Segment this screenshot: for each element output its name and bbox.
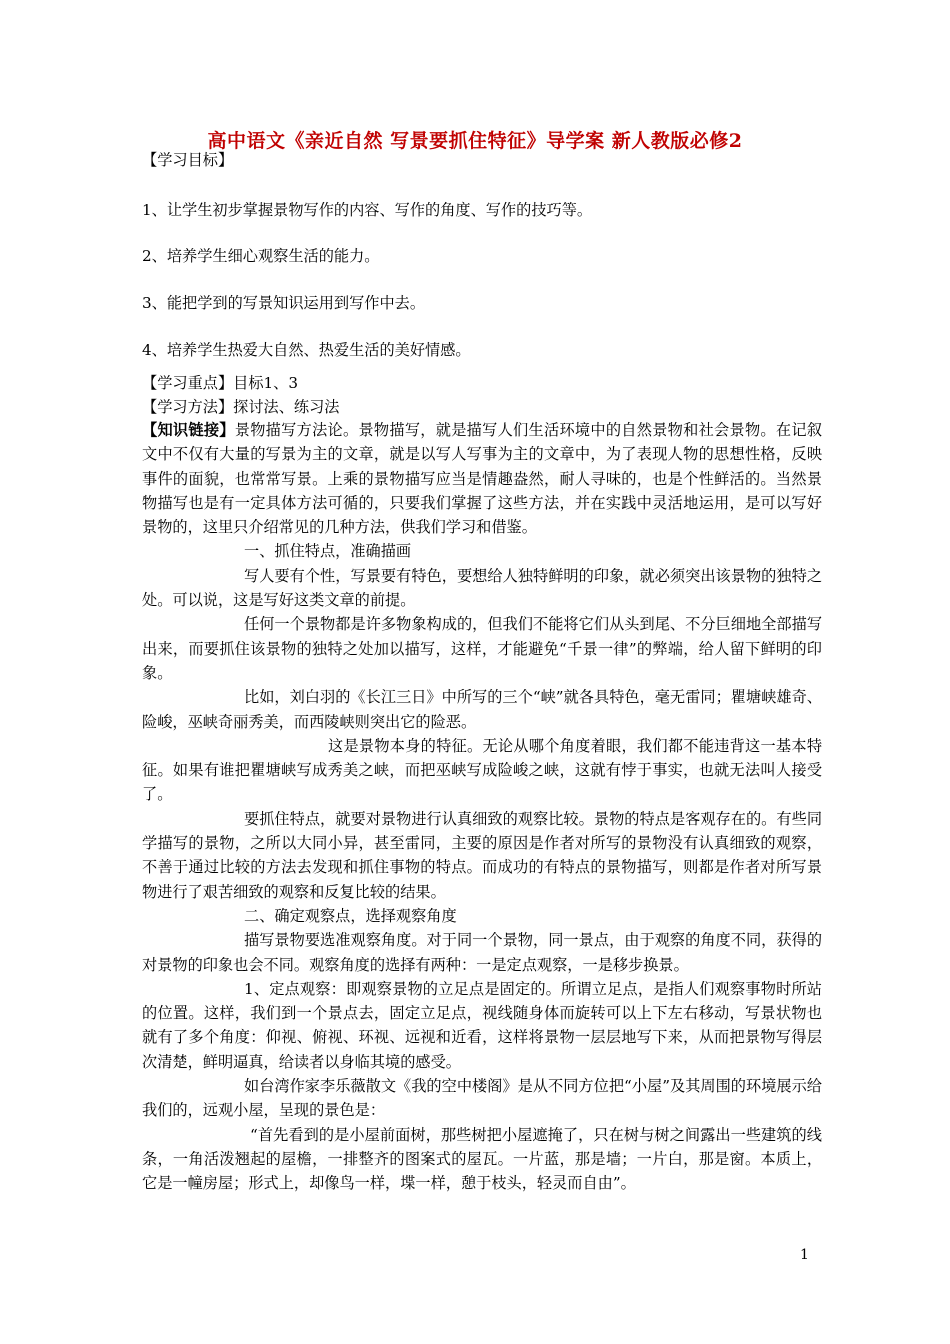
paragraph: 任何一个景物都是许多物象构成的，但我们不能将它们从头到尾、不分巨细地全部描写出来，而要抓住该景物的独特之处加以描写，这样，才能避免“千景一律”的弊端，给人留下鲜明的印象。	[142, 615, 822, 682]
study-method: 【学习方法】探讨法、练习法	[142, 398, 340, 416]
quote-paragraph: “首先看到的是小屋前面树，那些树把小屋遮掩了，只在树与树之间露出一些建筑的线条，一角活泼翘起的屋檐，一排整齐的图案式的屋瓦。一片蓝，那是墙；一片白，那是窗。本质上，它是一幢房屋；形式上，却像鸟一样，堞一样，憩于枝头，轻灵而自由”。	[142, 1125, 822, 1193]
paragraph: 比如，刘白羽的《长江三日》中所写的三个“峡”就各具特色，毫无雷同；瞿塘峡雄奇、险峻，巫峡奇丽秀美，而西陵峡则突出它的险恶。	[142, 688, 822, 731]
goal-item: 1、让学生初步掌握景物写作的内容、写作的角度、写作的技巧等。	[142, 201, 593, 219]
goal-item: 3、能把学到的写景知识运用到写作中去。	[142, 294, 426, 312]
paragraph: 1、定点观察：即观察景物的立足点是固定的。所谓立足点，是指人们观察事物时所站的位置。这样，我们到一个景点去，固定立足点，视线随身体而旋转可以上下左右移动，写景状物也就有了多个角度：仰视、俯视、环视、远视和近看，这样将景物一层层地写下来，从而把景物写得层次清楚，鲜明逼真，给读者以身临其境的感受。	[142, 979, 822, 1071]
document-title: 高中语文《亲近自然 写景要抓住特征》导学案 新人教版必修2	[207, 130, 743, 152]
goals-heading: 【学习目标】	[142, 151, 234, 169]
paragraph: 写人要有个性，写景要有特色，要想给人独特鲜明的印象，就必须突出该景物的独特之处。可以说，这是写好这类文章的前提。	[142, 566, 822, 610]
goal-item: 4、培养学生热爱大自然、热爱生活的美好情感。	[142, 341, 471, 359]
knowledge-link-body	[142, 418, 822, 1196]
paragraph: 描写景物要选准观察角度。对于同一个景物，同一景点，由于观察的角度不同，获得的对景物的印象也会不同。观察角度的选择有两种：一是定点观察，一是移步换景。	[142, 931, 822, 974]
page-number: 1	[800, 1247, 809, 1263]
paragraph: 如台湾作家李乐薇散文《我的空中楼阁》是从不同方位把“小屋”及其周围的环境展示给我们的，远观小屋，呈现的景色是：	[142, 1077, 822, 1120]
section-heading: 一、抓住特点，准确描画	[244, 542, 412, 561]
paragraph: 这是景物本身的特征。无论从哪个角度着眼，我们都不能违背这一基本特征。如果有谁把瞿塘峡写成秀美之峡，而把巫峡写成险峻之峡，这就有悖于事实，也就无法叫人接受了。	[142, 736, 822, 804]
section-heading: 二、确定观察点，选择观察角度	[244, 906, 457, 925]
knowledge-link-label: 【知识链接】	[142, 421, 235, 439]
paragraph: 要抓住特点，就要对景物进行认真细致的观察比较。景物的特点是客观存在的。有些同学描写的景物，之所以大同小异，甚至雷同，主要的原因是作者对所写的景物没有认真细致的观察，不善于通过比较的方法去发现和抓住事物的特点。而成功的有特点的景物描写，则都是作者对所写景物进行了艰苦细致的观察和反复比较的结果。	[142, 809, 822, 901]
knowledge-link-text: 景物描写方法论。景物描写，就是描写人们生活环境中的自然景物和社会景物。在记叙文中不仅有大量的写景为主的文章，就是以写人写事为主的文章中，为了表现人物的思想性格，反映事件的面貌，也常常写景。上乘的景物描写应当是情趣盎然，耐人寻味的，也是个性鲜活的。当然景物描写也是有一定具体方法可循的，只要我们掌握了这些方法，并在实践中灵活地运用，是可以写好景物的，这里只介绍常见的几种方法，供我们学习和借鉴。	[142, 421, 823, 537]
key-points: 【学习重点】目标1、3	[142, 374, 299, 392]
goal-item: 2、培养学生细心观察生活的能力。	[142, 247, 380, 265]
